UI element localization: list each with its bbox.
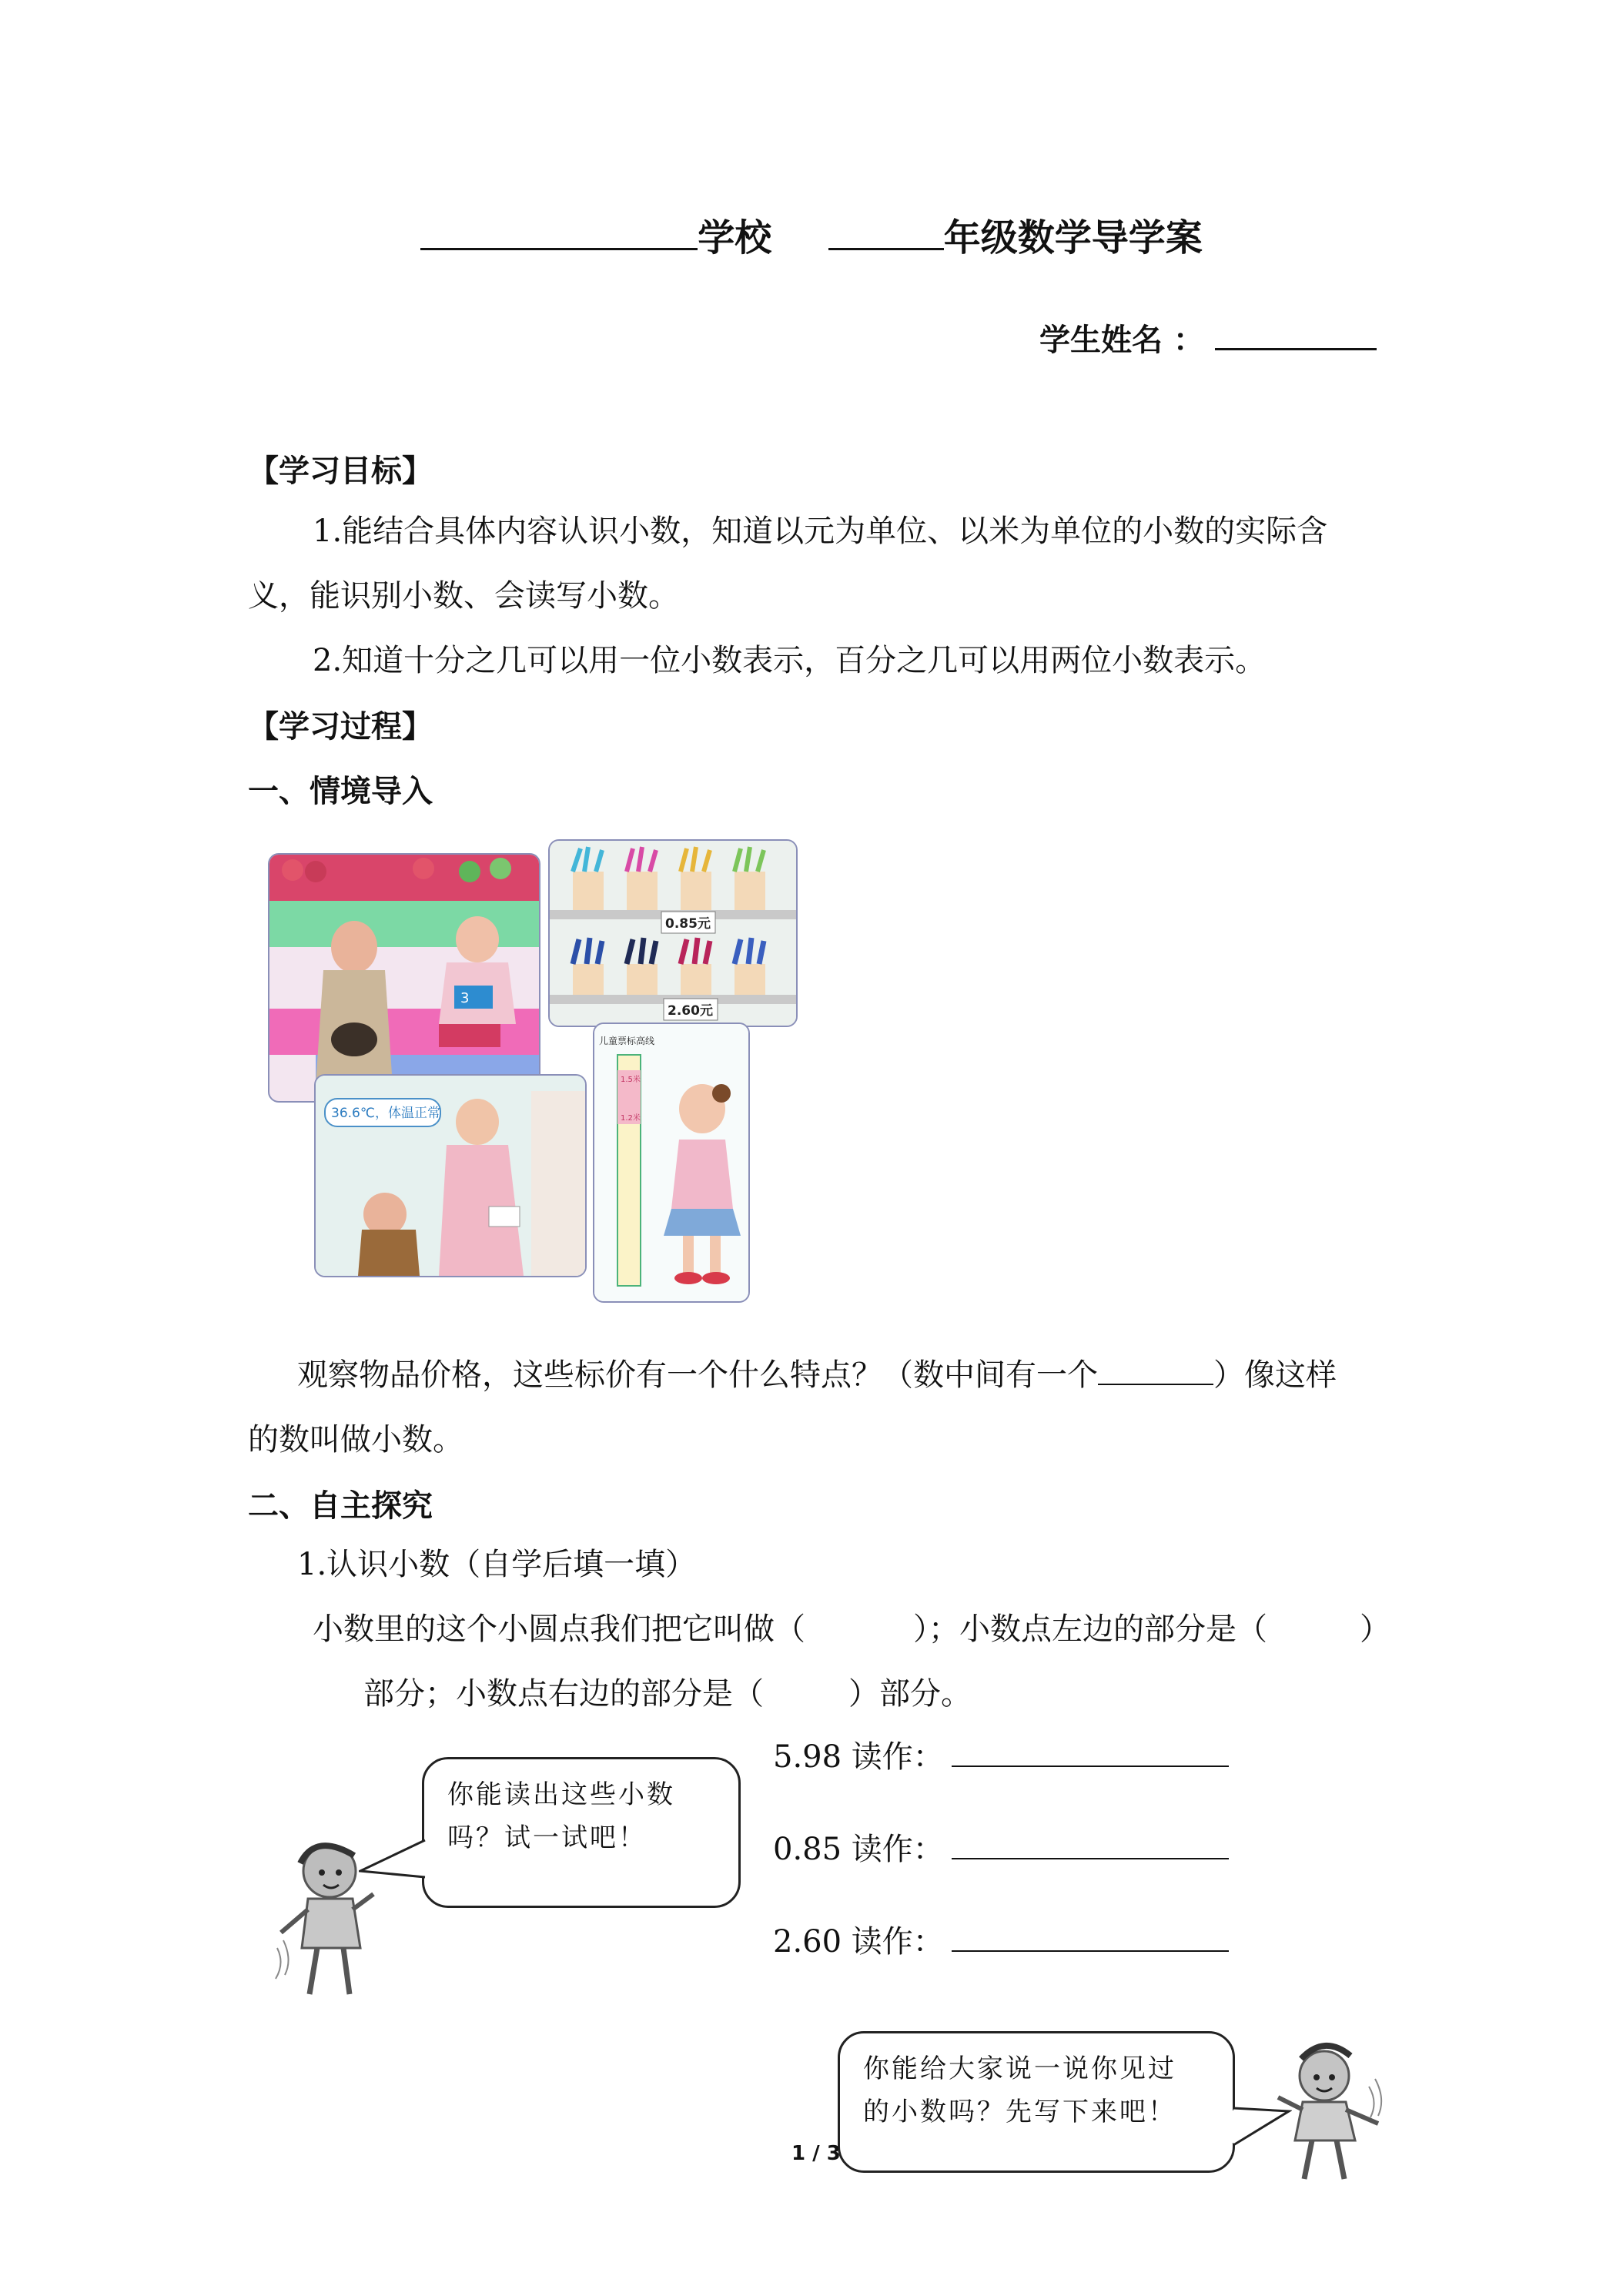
reading-item-3-label: 读作： xyxy=(851,1924,944,1960)
fill-line2-a: 部分；小数点右边的部分是（ xyxy=(363,1676,764,1712)
reading-speech-bubble xyxy=(422,1757,741,1908)
sharing-bubble-line1: 你能给大家说一说你见过 xyxy=(863,2053,1176,2084)
price-tag-bottom: 2.60元 xyxy=(668,1003,713,1019)
pencil-shelf-illustration xyxy=(550,841,796,1026)
cartoon-girl-left-icon xyxy=(269,1832,377,2010)
observe-blank[interactable] xyxy=(1098,1361,1213,1385)
height-mark-low: 1.2米 xyxy=(621,1114,641,1123)
observe-text-a: 观察物品价格，这些标价有一个什么特点？（数中间有一个 xyxy=(297,1357,1098,1393)
reading-item-1-number: 5.98 xyxy=(773,1739,842,1775)
scale-sign-text: 3 xyxy=(460,990,470,1006)
reading-item-2-number: 0.85 xyxy=(773,1832,842,1867)
fill-line1-c: ） xyxy=(1360,1612,1390,1647)
doctor-illustration xyxy=(316,1076,585,1276)
illustration-collage xyxy=(262,839,801,1301)
height-chart-illustration xyxy=(594,1024,748,1301)
page-title xyxy=(0,208,1623,261)
school-blank xyxy=(420,217,698,250)
reading-bubble-line1: 你能读出这些小数 xyxy=(447,1779,675,1810)
grade-suffix: 年级数学导学案 xyxy=(943,216,1203,259)
price-tag-top: 0.85元 xyxy=(665,916,711,932)
sharing-bubble-line2: 的小数吗？先写下来吧！ xyxy=(863,2097,1176,2127)
height-chart-scene xyxy=(593,1022,750,1303)
cartoon-girl-right-icon xyxy=(1270,2033,1386,2187)
goal-item-1-line1: 1.能结合具体内容认识小数，知道以元为单位、以米为单位的小数的实际含 xyxy=(313,514,1328,549)
temperature-text: 36.6℃，体温正常 xyxy=(331,1106,440,1121)
section1-heading: 一、情境导入 xyxy=(248,774,433,809)
market-scene xyxy=(268,853,540,1103)
doctor-scene xyxy=(314,1074,587,1277)
reading-item-2 xyxy=(773,1817,1229,1882)
reading-item-1-label: 读作： xyxy=(851,1739,944,1775)
student-name-blank xyxy=(1215,325,1377,350)
reading-bubble-line2: 吗？试一试吧！ xyxy=(447,1822,647,1853)
observe-text-b: ）像这样 xyxy=(1213,1357,1337,1393)
observe-line1 xyxy=(297,1343,1337,1407)
fill-line1-a: 小数里的这个小圆点我们把它叫做（ xyxy=(313,1612,805,1647)
reading-item-1 xyxy=(773,1725,1229,1789)
process-heading: 【学习过程】 xyxy=(248,709,433,745)
reading-item-3 xyxy=(773,1909,1229,1974)
pencil-shelf-scene xyxy=(548,839,798,1027)
sub1-title: 1.认识小数（自学后填一填） xyxy=(297,1547,697,1582)
observe-line2: 的数叫做小数。 xyxy=(248,1422,463,1458)
fill-line2-b: ）部分。 xyxy=(848,1676,972,1712)
fill-line1 xyxy=(313,1597,1390,1662)
goal-item-2: 2.知道十分之几可以用一位小数表示，百分之几可以用两位小数表示。 xyxy=(313,643,1267,678)
height-chart-title: 儿童票标高线 xyxy=(599,1036,655,1046)
reading-item-3-answer[interactable] xyxy=(952,1923,1229,1952)
sharing-speech-bubble xyxy=(838,2031,1235,2173)
reading-item-2-label: 读作： xyxy=(851,1832,944,1867)
grade-blank xyxy=(828,217,944,250)
goal-item-1-line2: 义，能识别小数、会读写小数。 xyxy=(248,578,679,614)
reading-item-3-number: 2.60 xyxy=(773,1924,842,1960)
goals-heading: 【学习目标】 xyxy=(248,454,433,489)
market-illustration xyxy=(269,855,539,1101)
reading-item-1-answer[interactable] xyxy=(952,1738,1229,1767)
student-name-row xyxy=(1039,316,1377,360)
reading-item-2-answer[interactable] xyxy=(952,1830,1229,1859)
student-name-label: 学生姓名 ： xyxy=(1039,323,1204,358)
page-number: 1 / 3 xyxy=(791,2142,841,2165)
height-mark-high: 1.5米 xyxy=(621,1076,641,1084)
section2-heading: 二、自主探究 xyxy=(248,1488,433,1524)
fill-line2 xyxy=(363,1662,972,1726)
school-suffix: 学校 xyxy=(698,216,772,259)
fill-line1-b: ）；小数点左边的部分是（ xyxy=(913,1612,1267,1647)
